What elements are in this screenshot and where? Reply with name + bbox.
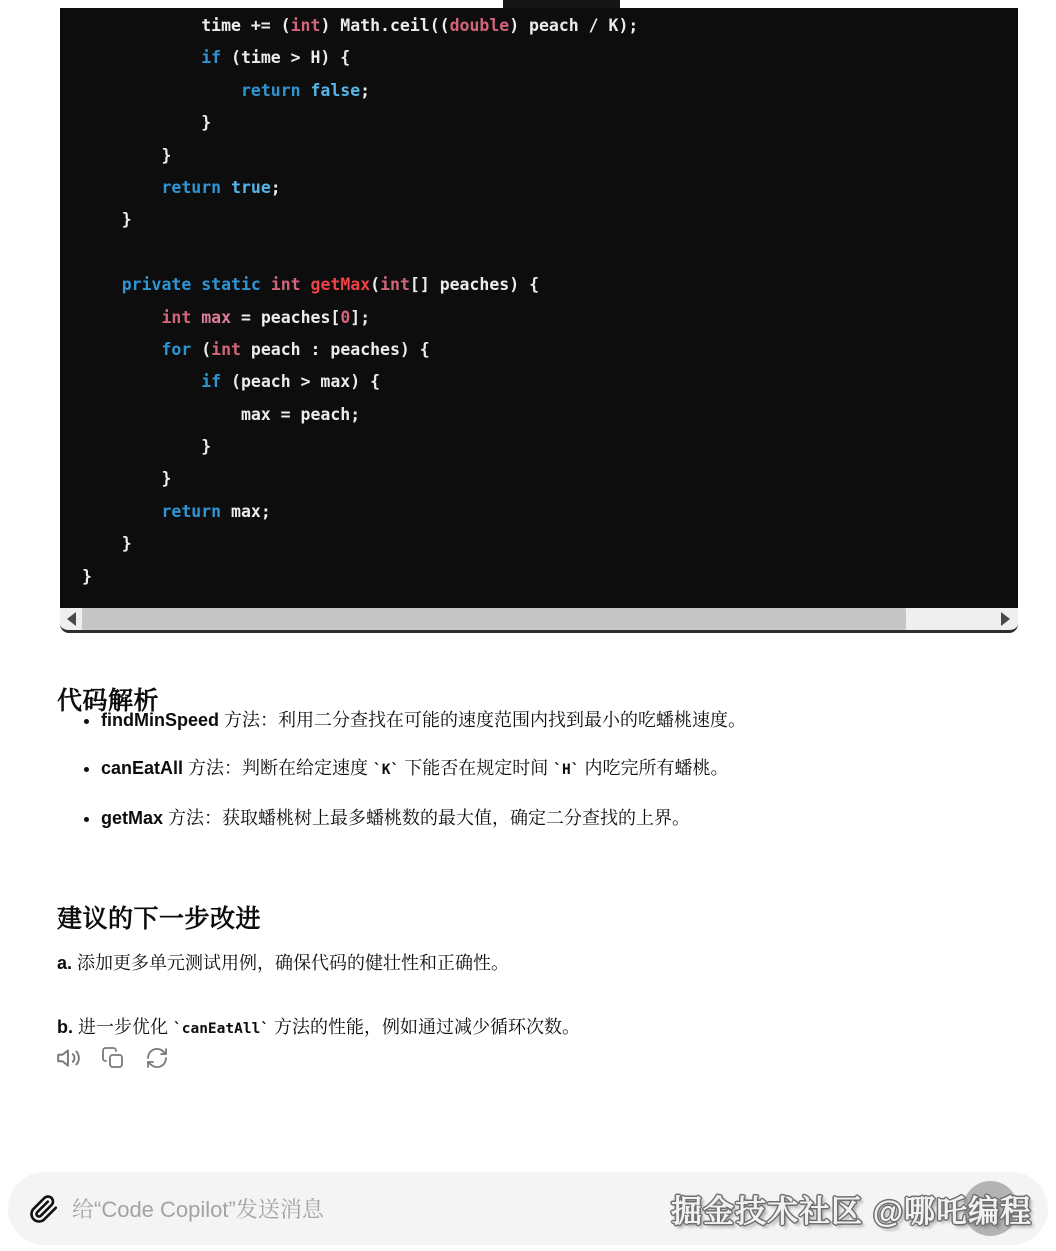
list-item: • canEatAll 方法：判断在给定速度 `K` 下能否在规定时间 `H` 内吃完所有蟠桃。	[101, 756, 1001, 782]
code-line: return true;	[161, 177, 281, 197]
code-line: max = peach;	[82, 404, 361, 424]
code-lines	[82, 10, 1018, 593]
code-line: }	[82, 437, 212, 457]
message-input[interactable]	[70, 1172, 694, 1247]
scroll-left-button[interactable]	[60, 608, 82, 630]
code-line: }	[82, 210, 132, 230]
message-composer	[8, 1172, 1048, 1245]
code-line: }	[82, 145, 172, 165]
list-item: • findMinSpeed 方法：利用二分查找在可能的速度范围内找到最小的吃蟠桃速度。	[101, 708, 1001, 732]
copy-icon	[101, 1046, 125, 1070]
speaker-icon	[56, 1045, 82, 1071]
code-line: return max;	[161, 501, 271, 521]
code-line	[82, 237, 1018, 269]
analysis-bullet-list	[59, 708, 1001, 854]
scroll-left-arrow-icon	[67, 612, 76, 626]
improvements-heading: 建议的下一步改进	[57, 904, 262, 933]
scrollbar-thumb[interactable]	[82, 608, 906, 630]
voice-mode-button[interactable]	[963, 1181, 1018, 1236]
code-line: private static int getMax(int[] peaches) {	[121, 275, 540, 295]
scroll-right-button[interactable]	[994, 608, 1016, 630]
copy-button[interactable]	[99, 1044, 127, 1072]
code-line: return false;	[240, 80, 371, 100]
code-line: }	[82, 469, 172, 489]
analysis-heading: 代码解析	[57, 686, 160, 715]
code-line: if (time > H) {	[201, 48, 351, 68]
code-line: if (peach > max) {	[201, 372, 381, 392]
code-line: for (int peach : peaches) {	[161, 339, 430, 359]
code-line: }	[82, 534, 132, 554]
regenerate-icon	[145, 1046, 169, 1070]
code-line: int max = peaches[0];	[161, 307, 371, 327]
improvement-item-b: b. 进一步优化 `canEatAll` 方法的性能，例如通过减少循环次数。	[57, 1017, 581, 1037]
code-line: }	[82, 566, 92, 586]
code-line: time += (int) Math.ceil((double) peach / K);	[82, 16, 639, 35]
regenerate-button[interactable]	[143, 1044, 171, 1072]
code-block	[60, 8, 1018, 608]
code-line: }	[82, 113, 212, 133]
attach-file-button[interactable]	[26, 1191, 62, 1227]
list-item: • getMax 方法：获取蟠桃树上最多蟠桃数的最大值，确定二分查找的上界。	[101, 806, 1001, 830]
watermark-text: 掘金技术社区 @哪吒编程	[671, 1194, 1032, 1229]
message-actions	[55, 1044, 171, 1072]
read-aloud-button[interactable]	[55, 1044, 83, 1072]
horizontal-scrollbar[interactable]	[60, 608, 1018, 633]
improvement-item-a: a. 添加更多单元测试用例，确保代码的健壮性和正确性。	[57, 953, 510, 973]
paperclip-icon	[29, 1194, 59, 1224]
scroll-right-arrow-icon	[1001, 612, 1010, 626]
